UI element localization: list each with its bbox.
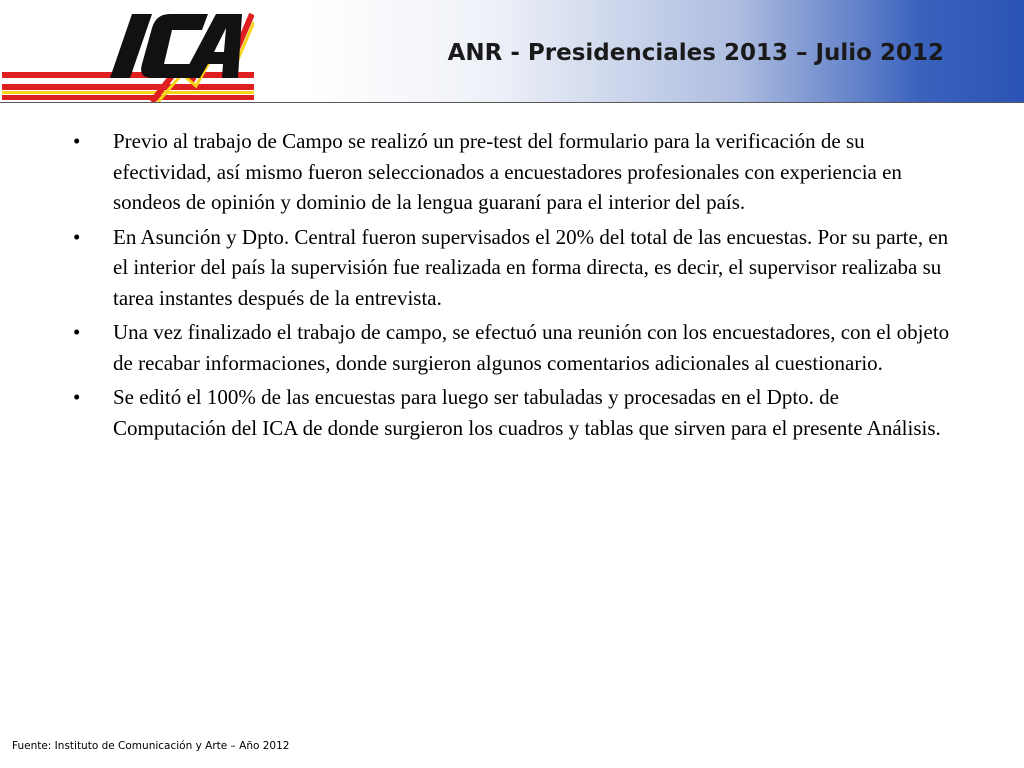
header-divider bbox=[0, 102, 1024, 103]
bullet-marker: • bbox=[73, 224, 81, 249]
bullet-marker: • bbox=[73, 385, 81, 409]
list-item bbox=[71, 317, 951, 378]
ica-logo bbox=[2, 6, 254, 102]
bullet-marker: • bbox=[73, 320, 81, 344]
bullet-marker: • bbox=[73, 129, 81, 153]
list-item bbox=[71, 382, 951, 443]
bullet-text: Previo al trabajo de Campo se realizó un pre-test del formulario para la verificación de su efectividad, así mismo fueron seleccionados a encuestadores profesionales con experiencia en sondeos de opinión y dominio de la lengua guaraní para el interior del país. bbox=[113, 129, 902, 214]
bullet-text: Se editó el 100% de las encuestas para luego ser tabuladas y procesadas en el Dpto. de Computación del ICA de donde surgieron los cuadros y tablas que sirven para el presente Análisis. bbox=[113, 385, 941, 440]
bullet-text: Una vez finalizado el trabajo de campo, se efectuó una reunión con los encuestadores, con el objeto de recabar informaciones, donde surgieron algunos comentarios adicionales al cuestionario. bbox=[113, 320, 950, 375]
bullet-list bbox=[71, 126, 951, 447]
slide-title: ANR - Presidenciales 2013 – Julio 2012 bbox=[447, 40, 944, 66]
list-item bbox=[71, 222, 951, 314]
bullet-text: En Asunción y Dpto. Central fueron supervisados el 20% del total de las encuestas. Por su parte, en el interior del país la supervisión fue realizada en forma directa, es decir, el supervisor realizaba su tarea instantes después de la entrevista. bbox=[113, 224, 949, 310]
source-footnote: Fuente: Instituto de Comunicación y Arte – Año 2012 bbox=[12, 740, 290, 752]
list-item bbox=[71, 126, 951, 218]
